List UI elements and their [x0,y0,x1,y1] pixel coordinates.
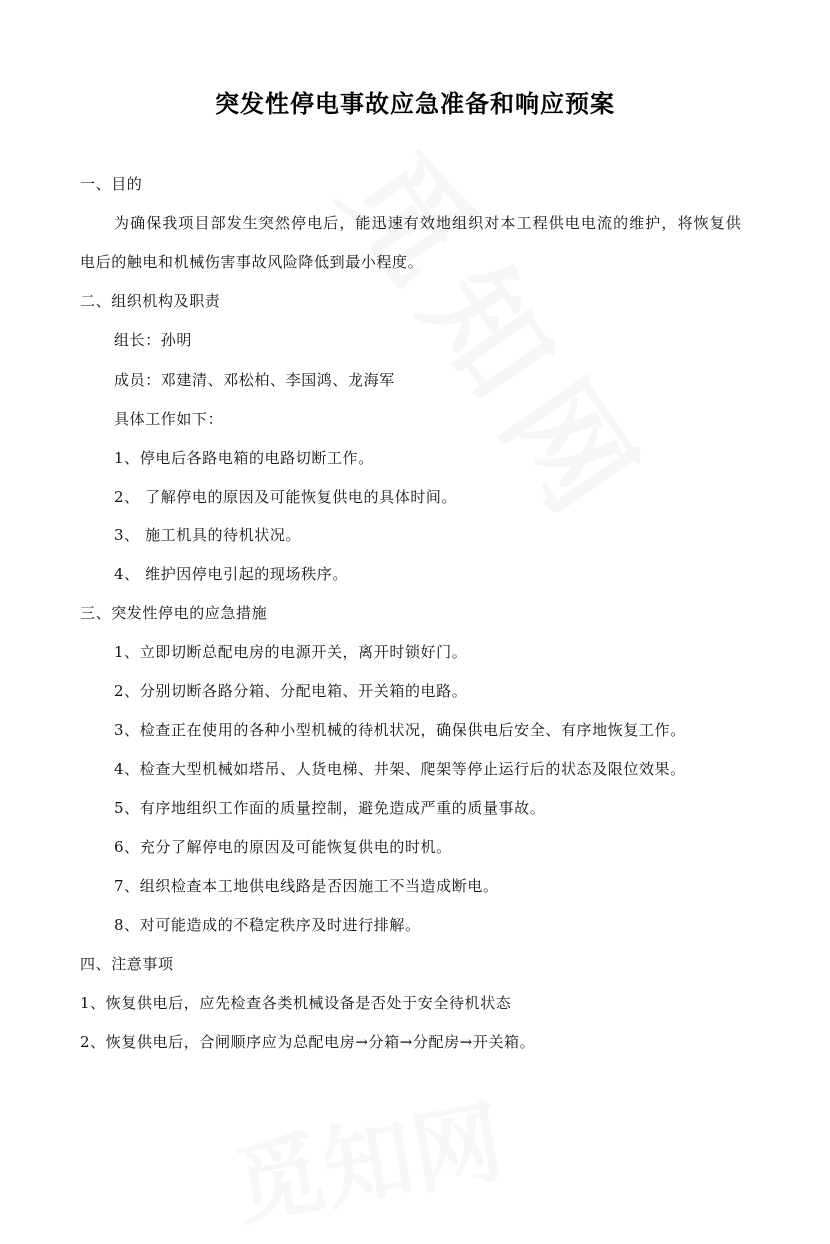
measure-item: 1、立即切断总配电房的电源开关，离开时锁好门。 [114,643,468,661]
measure-item: 2、分别切断各路分箱、分配电箱、开关箱的电路。 [114,682,468,700]
measure-item: 8、对可能造成的不稳定秩序及时进行排解。 [114,916,421,934]
purpose-paragraph-line-2: 电后的触电和机械伤害事故风险降低到最小程度。 [80,253,424,271]
section-heading-purpose: 一、目的 [80,175,143,193]
watermark [287,113,772,686]
note-item: 1、恢复供电后，应先检查各类机械设备是否处于安全待机状态 [80,994,512,1012]
org-item: 1、停电后各路电箱的电路切断工作。 [114,449,374,467]
document-title: 突发性停电事故应急准备和响应预案 [215,90,615,118]
org-members: 成员：邓建清、邓松柏、李国鸿、龙海军 [114,371,395,389]
measure-item: 6、充分了解停电的原因及可能恢复供电的时机。 [114,838,452,856]
measure-item: 3、检查正在使用的各种小型机械的待机状况，确保供电后安全、有序地恢复工作。 [114,721,686,739]
org-item: 4、 维护因停电引起的现场秩序。 [114,565,348,583]
section-heading-organization: 二、组织机构及职责 [80,292,221,310]
org-leader: 组长：孙明 [114,331,193,349]
org-work-intro: 具体工作如下： [114,410,224,428]
org-item: 3、 施工机具的待机状况。 [114,526,302,544]
section-heading-notes: 四、注意事项 [80,955,174,973]
measure-item: 7、组织检查本工地供电线路是否因施工不当造成断电。 [114,877,499,895]
note-item: 2、恢复供电后，合闸顺序应为总配电房→分箱→分配房→开关箱。 [80,1033,536,1051]
measure-item: 4、检查大型机械如塔吊、人货电梯、井架、爬架等停止运行后的状态及限位效果。 [114,760,686,778]
watermark-bottom [223,1046,638,1234]
org-item: 2、 了解停电的原因及可能恢复供电的具体时间。 [114,488,458,506]
section-heading-measures: 三、突发性停电的应急措施 [80,604,268,622]
purpose-paragraph-line-1: 为确保我项目部发生突然停电后，能迅速有效地组织对本工程供电电流的维护，将恢复供 [114,214,742,232]
measure-item: 5、有序地组织工作面的质量控制，避免造成严重的质量事故。 [114,799,546,817]
